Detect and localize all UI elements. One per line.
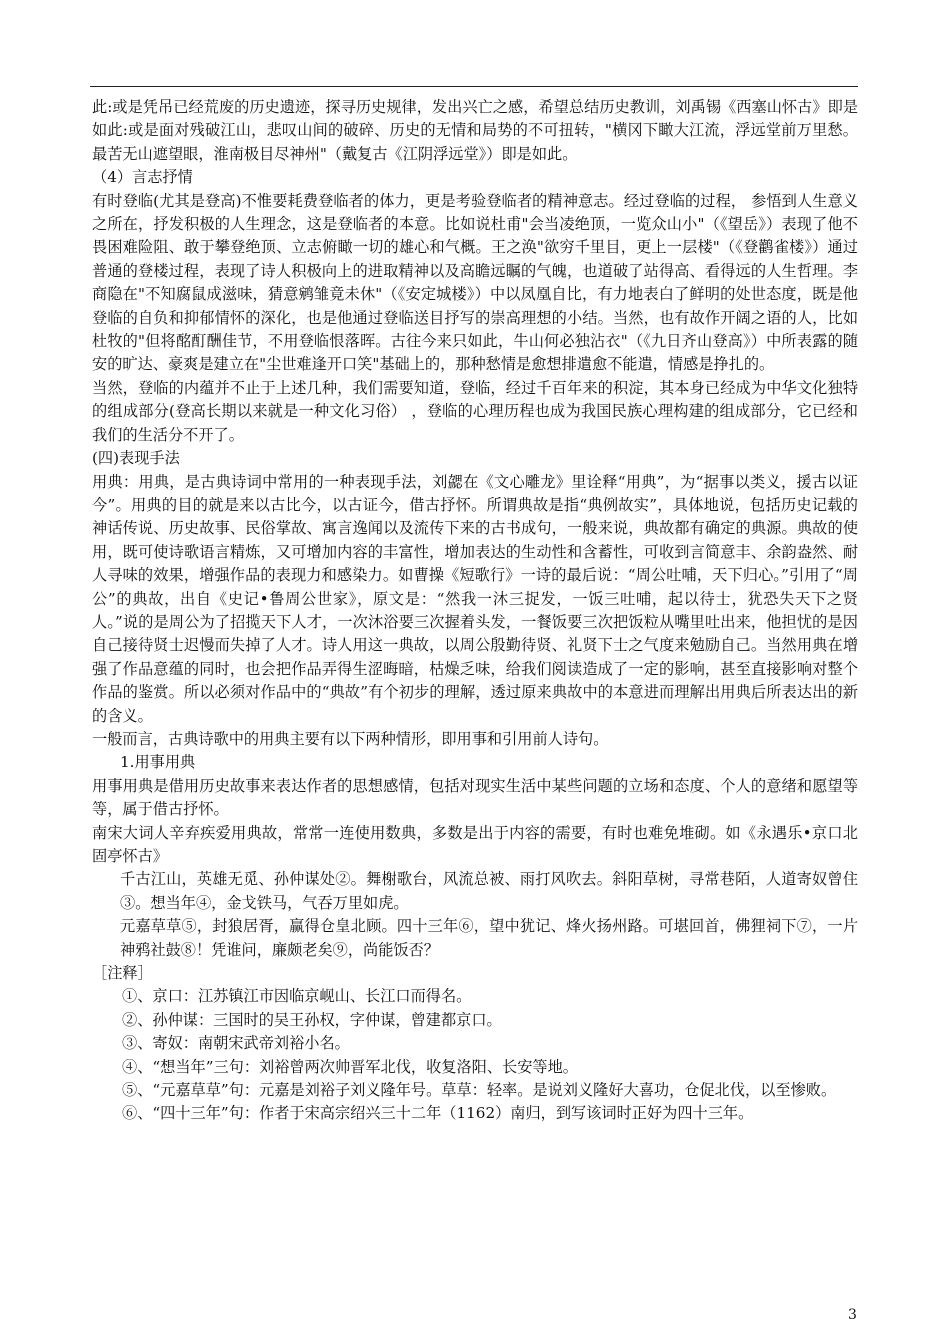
notes-heading: ［注释］	[92, 964, 153, 983]
note-item: ⑥、“四十三年”句：作者于宋高宗绍兴三十二年（1162）南归，到写该词时正好为四十三年。	[122, 1104, 754, 1123]
note-item: ②、孙仲谋：三国时的吴王孙权，字仲谋，曾建都京口。	[122, 1010, 502, 1029]
section-heading: (四)表现手法	[92, 449, 180, 468]
section-heading: （4）言志抒情	[92, 168, 193, 187]
header-rule	[90, 86, 858, 87]
paragraph: 当然，登临的内蕴并不止于上述几种，我们需要知道，登临，经过千百年来的积淀，其本身已经成为中华文化独特的组成部分(登高长期以来就是一种文化习俗） ，登临的心理历程也成为我国民族心理构建的组成部分，它已经和我们的生活分不开了。	[92, 378, 858, 444]
note-item: ①、京口：江苏镇江市因临京岘山、长江口而得名。	[122, 987, 472, 1006]
subsection-heading: 1.用事用典	[120, 753, 196, 772]
page-body	[92, 96, 858, 1126]
page-number: 3	[848, 1307, 857, 1323]
note-item: ③、寄奴：南朝宋武帝刘裕小名。	[122, 1034, 350, 1053]
paragraph: 南宋大词人辛弃疾爱用典故，常常一连使用数典，多数是出于内容的需要，有时也难免堆砌。如《永遇乐•京口北固亭怀古》	[92, 823, 858, 865]
paragraph: 用事用典是借用历史故事来表达作者的思想感情，包括对现实生活中某些问题的立场和态度、个人的意绪和愿望等等，属于借古抒怀。	[92, 776, 858, 819]
poem-stanza: 千古江山，英雄无觅、孙仲谋处②。舞榭歌台，风流总被、雨打风吹去。斜阳草树，寻常巷陌，人道寄奴曾住③。想当年④，金戈铁马，气吞万里如虎。	[120, 870, 858, 912]
paragraph: 此:或是凭吊已经荒废的历史遗迹，探寻历史规律，发出兴亡之感，希望总结历史教训，刘禹锡《西塞山怀古》即是如此:或是面对残破江山，悲叹山间的破碎、历史的无情和局势的不可扭转，"横冈下瞰大江流，浮远堂前万里愁。最苦无山遮望眼，淮南极目尽神州"（戴复古《江阴浮远堂》）即是如此。	[92, 98, 858, 163]
paragraph: 有时登临(尤其是登高)不惟要耗费登临者的体力，更是考验登临者的精神意志。经过登临的过程， 参悟到人生意义之所在，抒发积极的人生理念，这是登临者的本意。比如说杜甫"会当凌绝顶，一览众山小"（《望岳》）表现了他不畏困难险阻、敢于攀登绝顶、立志俯瞰一切的雄心和气概。王之涣"欲穷千里目，更上一层楼"（《登鹳雀楼》）通过普通的登楼过程，表现了诗人积极向上的进取精神以及高瞻远瞩的气魄，也道破了站得高、看得远的人生哲理。李商隐在"不知腐鼠成滋味，猜意鹓雏竟未休"（《安定城楼》）中以凤凰自比，有力地表白了鲜明的处世态度，既是他登临的自负和抑郁情怀的深化，也是他通过登临送目抒写的崇高理想的小结。当然，也有故作开阔之语的人，比如杜牧的"但将酩酊酬佳节，不用登临恨落晖。古往今来只如此，牛山何必独沾衣"（《九日齐山登高》）中所表露的随安的旷达、豪爽是建立在"尘世难逢开口笑"基础上的，那种愁情是愈想排遣愈不能遣，情感是挣扎的。	[92, 191, 858, 374]
paragraph: 用典：用典，是古典诗词中常用的一种表现手法，刘勰在《文心雕龙》里诠释“用典”，为“据事以类义，援古以证今”。用典的目的就是来以古比今，以古证今，借古抒怀。所谓典故是指“典例故实”，具体地说，包括历史记载的神话传说、历史故事、民俗掌故、寓言逸闻以及流传下来的古书成句，一般来说，典故都有确定的典源。典故的使用，既可使诗歌语言精炼，又可增加内容的丰富性，增加表达的生动性和含蓄性，可收到言简意丰、余韵盎然、耐人寻味的效果，增强作品的表现力和感染力。如曹操《短歌行》一诗的最后说：“周公吐哺，天下归心。”引用了“周公”的典故，出自《史记•鲁周公世家》，原文是：“然我一沐三捉发，一饭三吐哺，起以待士，犹恐失天下之贤人。”说的是周公为了招揽天下人才，一次沐浴要三次握着头发，一餐饭要三次把饭粒从嘴里吐出来，他担忧的是因自己接待贤士迟慢而失掉了人才。诗人用这一典故，以周公殷勤待贤、礼贤下士之气度来勉励自己。当然用典在增强了作品意蕴的同时，也会把作品弄得生涩晦暗，枯燥乏味，给我们阅读造成了一定的影响，甚至直接影响对整个作品的鉴赏。所以必须对作品中的“典故”有个初步的理解，透过原来典故中的本意进而理解出用典后所表达出的新的含义。	[92, 472, 858, 725]
note-item: ④、“想当年”三句：刘裕曾两次帅晋军北伐，收复洛阳、长安等地。	[122, 1057, 578, 1076]
poem-stanza: 元嘉草草⑤，封狼居胥，赢得仓皇北顾。四十三年⑥，望中犹记、烽火扬州路。可堪回首，佛狸祠下⑦，一片神鸦社鼓⑧！凭谁问，廉颇老矣⑨，尚能饭否？	[120, 917, 858, 959]
paragraph: 一般而言，古典诗歌中的用典主要有以下两种情形，即用事和引用前人诗句。	[92, 729, 609, 748]
note-item: ⑤、“元嘉草草”句：元嘉是刘裕子刘义隆年号。草草：轻率。是说刘义隆好大喜功，仓促北伐，以至惨败。	[122, 1081, 837, 1100]
